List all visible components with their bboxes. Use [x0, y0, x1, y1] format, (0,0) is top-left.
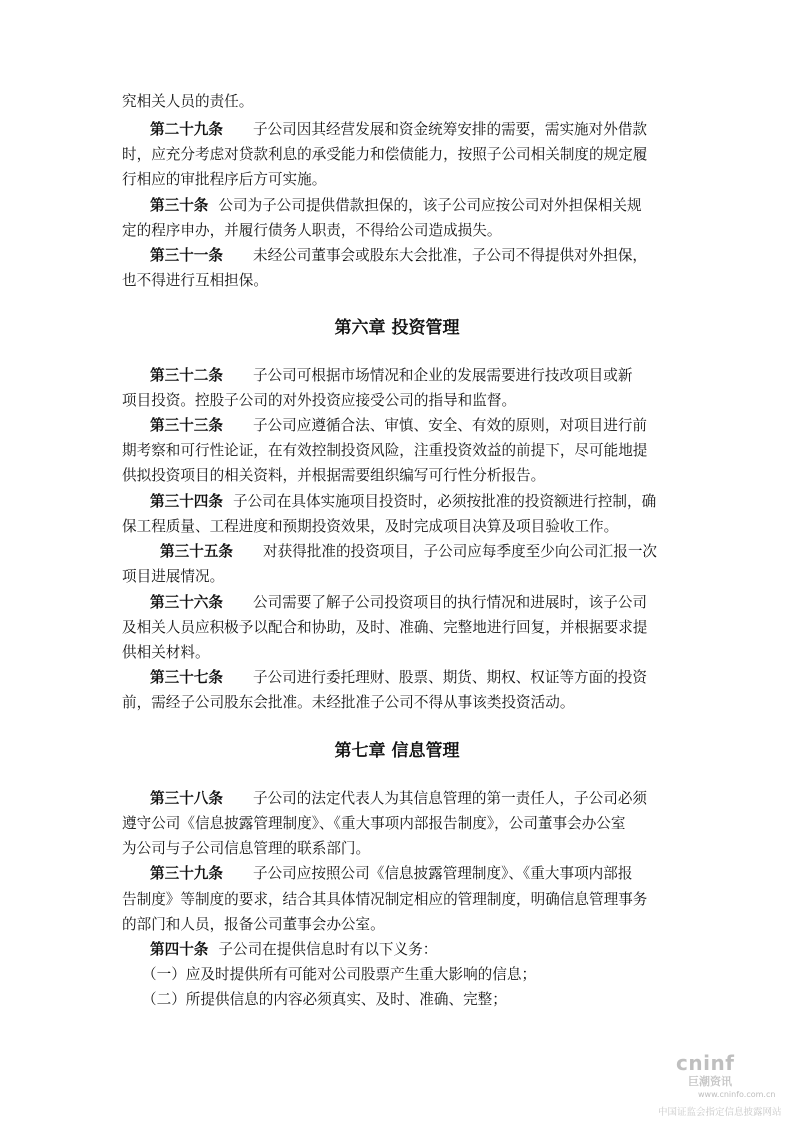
- article-number: 第三十三条: [150, 417, 223, 434]
- text-line: 项目进展情况。: [122, 568, 225, 585]
- article-number: 第二十九条: [150, 121, 223, 138]
- logo-brand: cninf: [676, 1051, 735, 1075]
- text-line: 的部门和人员，报备公司董事会办公室。: [122, 916, 385, 933]
- logo-cn-name: 巨潮资讯: [688, 1075, 732, 1088]
- article-number: 第三十七条: [150, 669, 223, 686]
- article-line: 第三十条 公司为子公司提供借款担保的，该子公司应按公司对外担保相关规: [150, 197, 642, 214]
- article-number: 第四十条: [150, 941, 209, 958]
- article-line: 第四十条 子公司在提供信息时有以下义务：: [150, 941, 438, 958]
- article-number: 第三十八条: [150, 790, 223, 807]
- cninfo-logo: [676, 1051, 776, 1089]
- article-line: 第三十一条 未经公司董事会或股东大会批准，子公司不得提供对外担保，: [150, 247, 648, 264]
- article-line: 第三十二条 子公司可根据市场情况和企业的发展需要进行技改项目或新: [150, 367, 633, 384]
- article-number: 第三十六条: [150, 594, 223, 611]
- article-line: 第三十九条 子公司应按照公司《信息披露管理制度》、《重大事项内部报: [150, 865, 633, 882]
- article-line: 第三十七条 子公司进行委托理财、股票、期货、期权、权证等方面的投资: [150, 669, 648, 686]
- text-line: 保工程质量、工程进度和预期投资效果，及时完成项目决算及项目验收工作。: [122, 518, 619, 535]
- text-line: 及相关人员应积极予以配合和协助，及时、准确、完整地进行回复，并根据要求提: [122, 619, 648, 636]
- article-line: 第三十八条 子公司的法定代表人为其信息管理的第一责任人，子公司必须: [150, 790, 648, 807]
- article-number: 第三十四条: [150, 493, 223, 510]
- text-line: 供拟投资项目的相关资料，并根据需要组织编写可行性分析报告。: [122, 467, 546, 484]
- article-line: 第三十四条 子公司在具体实施项目投资时，必须按批准的投资额进行控制，确: [150, 493, 657, 510]
- logo-site-caption: 中国证监会指定信息披露网站: [658, 1107, 782, 1118]
- list-item: （一）应及时提供所有可能对公司股票产生重大影响的信息；: [142, 966, 537, 983]
- list-item: （二）所提供信息的内容必须真实、及时、准确、完整；: [142, 991, 507, 1008]
- text-line: 也不得进行互相担保。: [122, 272, 268, 289]
- text-line: 告制度》等制度的要求，结合其具体情况制定相应的管理制度，明确信息管理事务: [122, 891, 648, 908]
- article-line: 第二十九条 子公司因其经营发展和资金统筹安排的需要，需实施对外借款: [150, 121, 648, 138]
- text-line: 究相关人员的责任。: [122, 93, 254, 110]
- chapter-heading: 第六章 投资管理: [334, 318, 460, 338]
- text-line: 供相关材料。: [122, 644, 210, 661]
- text-line: 为公司与子公司信息管理的联系部门。: [122, 840, 371, 857]
- article-number: 第三十九条: [150, 865, 223, 882]
- text-line: 项目投资。控股子公司的对外投资应接受公司的指导和监督。: [122, 392, 517, 409]
- text-line: 遵守公司《信息披露管理制度》、《重大事项内部报告制度》，公司董事会办公室: [122, 815, 626, 832]
- article-line: 第三十六条 公司需要了解子公司投资项目的执行情况和进展时，该子公司: [150, 594, 648, 611]
- chapter-heading: 第七章 信息管理: [334, 741, 460, 761]
- article-number: 第三十五条: [160, 543, 233, 560]
- text-line: 时，应充分考虑对贷款利息的承受能力和偿债能力，按照子公司相关制度的规定履: [122, 146, 648, 163]
- article-line: 第三十三条 子公司应遵循合法、审慎、安全、有效的原则，对项目进行前: [150, 417, 648, 434]
- text-line: 行相应的审批程序后方可实施。: [122, 171, 327, 188]
- text-line: 定的程序申办，并履行债务人职责，不得给公司造成损失。: [122, 222, 502, 239]
- article-number: 第三十条: [150, 197, 209, 214]
- text-line: 前，需经子公司股东会批准。未经批准子公司不得从事该类投资活动。: [122, 694, 575, 711]
- text-line: 期考察和可行性论证，在有效控制投资风险，注重投资效益的前提下，尽可能地提: [122, 442, 648, 459]
- article-line: 第三十五条 对获得批准的投资项目，子公司应每季度至少向公司汇报一次: [160, 543, 658, 560]
- article-number: 第三十一条: [150, 247, 223, 264]
- article-number: 第三十二条: [150, 367, 223, 384]
- logo-url: www.cninfo.com.cn: [698, 1090, 776, 1099]
